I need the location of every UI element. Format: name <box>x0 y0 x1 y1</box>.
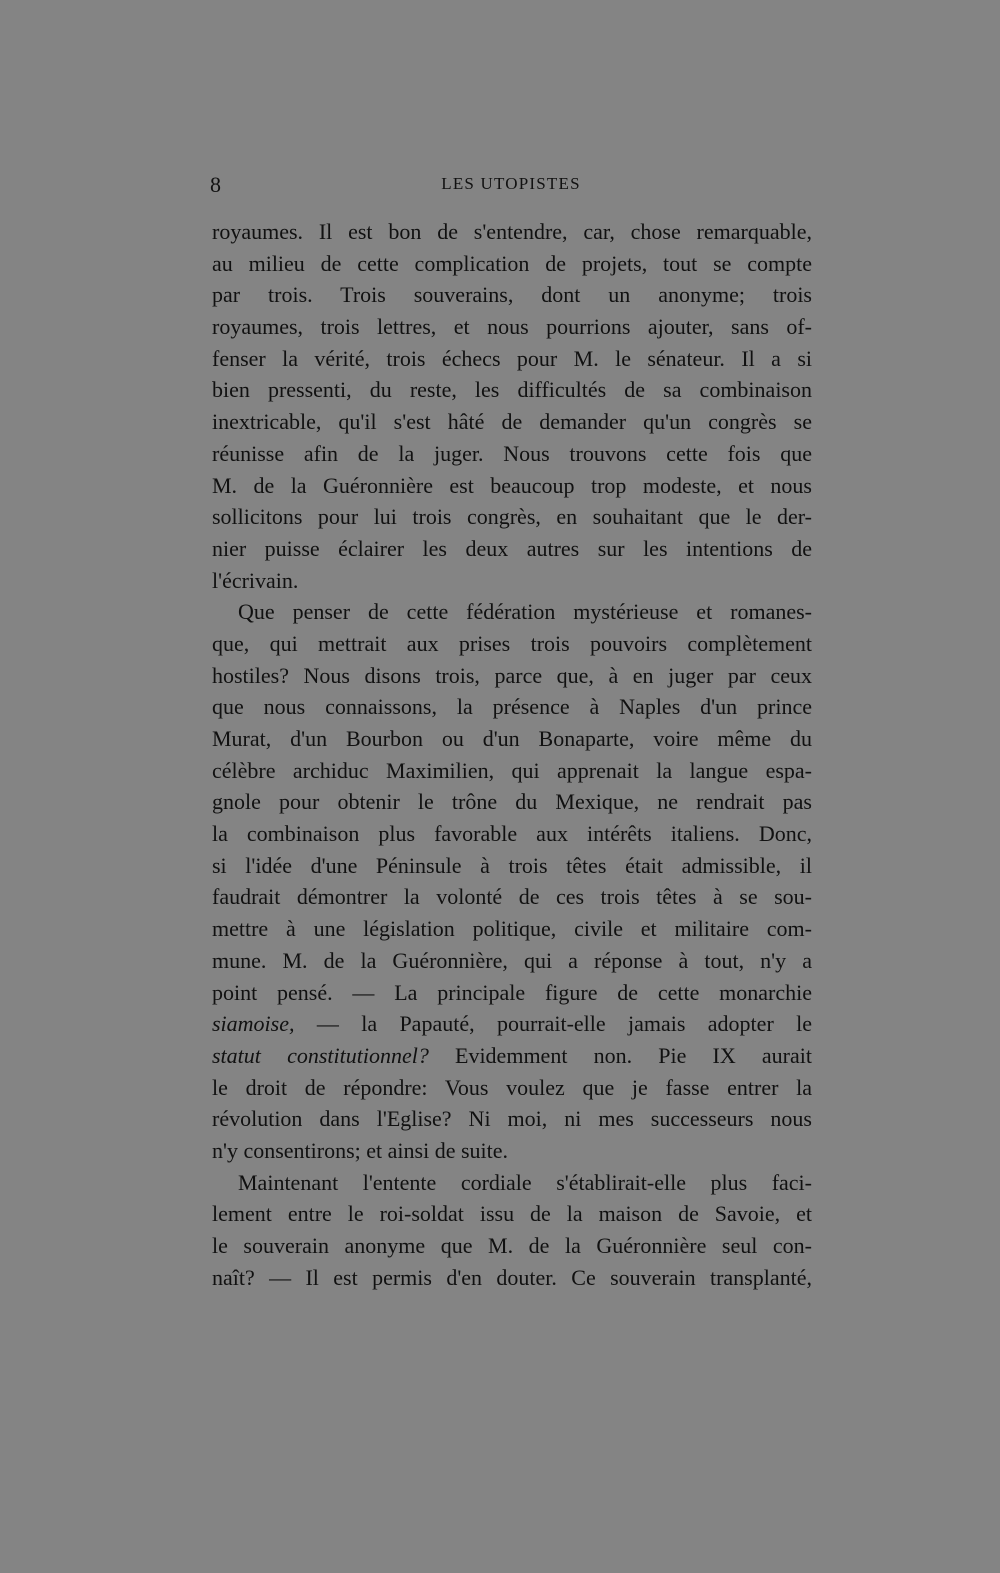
text-line <box>212 596 812 628</box>
text-line <box>212 881 812 913</box>
text-run: royaumes, trois lettres, et nous pourrions ajouter, sans of- <box>212 314 812 340</box>
text-run: inextricable, qu'il s'est hâté de demander qu'un congrès se <box>212 409 812 435</box>
page-number: 8 <box>210 172 222 197</box>
text-line <box>212 406 812 438</box>
text-line <box>212 660 812 692</box>
text-run: le droit de répondre: Vous voulez que je fasse entrer la <box>212 1074 812 1100</box>
text-line <box>212 1072 812 1104</box>
italic-text: siamoise, <box>212 1011 295 1037</box>
text-run: — la Papauté, pourrait-elle jamais adopter le <box>294 1011 812 1037</box>
text-run: gnole pour obtenir le trône du Mexique, ne rendrait pas <box>212 789 812 815</box>
text-run: réunisse afin de la juger. Nous trouvons cette fois que <box>212 440 812 466</box>
text-line <box>212 1103 812 1135</box>
text-run: l'écrivain. <box>212 567 299 593</box>
paragraph <box>212 216 812 596</box>
body-text <box>212 216 812 1293</box>
text-line <box>212 1008 812 1040</box>
text-run: nier puisse éclairer les deux autres sur les intentions de <box>212 535 812 561</box>
text-line <box>212 1230 812 1262</box>
text-run: Evidemment non. Pie IX aurait <box>428 1042 813 1068</box>
text-run: naît? — Il est permis d'en douter. Ce souverain transplanté, <box>212 1264 812 1290</box>
text-run: que nous connaissons, la présence à Naples d'un prince <box>212 694 812 720</box>
text-line <box>212 691 812 723</box>
text-line <box>212 311 812 343</box>
text-line <box>212 1167 812 1199</box>
text-line <box>212 755 812 787</box>
text-line <box>212 501 812 533</box>
text-run: Que penser de cette fédération mystérieuse et romanes- <box>238 599 812 625</box>
text-run: si l'idée d'une Péninsule à trois têtes était admissible, il <box>212 852 812 878</box>
text-run: lement entre le roi-soldat issu de la maison de Savoie, et <box>212 1201 812 1227</box>
text-run: fenser la vérité, trois échecs pour M. le sénateur. Il a si <box>212 345 812 371</box>
text-run: mettre à une législation politique, civile et militaire com- <box>212 916 812 942</box>
text-run: sollicitons pour lui trois congrès, en souhaitant que le der- <box>212 504 812 530</box>
text-run: que, qui mettrait aux prises trois pouvoirs complètement <box>212 630 812 656</box>
text-line <box>212 723 812 755</box>
text-line <box>212 533 812 565</box>
text-run: Maintenant l'entente cordiale s'établirait-elle plus faci- <box>238 1169 812 1195</box>
text-run: n'y consentirons; et ainsi de suite. <box>212 1137 509 1163</box>
text-run: Murat, d'un Bourbon ou d'un Bonaparte, voire même du <box>212 726 812 751</box>
text-run: point pensé. — La principale figure de cette monarchie <box>212 979 812 1005</box>
text-line <box>212 1040 812 1072</box>
text-run: faudrait démontrer la volonté de ces trois têtes à se sou- <box>212 884 812 910</box>
text-line <box>212 786 812 818</box>
text-line <box>212 565 812 597</box>
text-line <box>212 628 812 660</box>
text-line <box>212 216 812 248</box>
text-run: célèbre archiduc Maximilien, qui apprenait la langue espa- <box>212 757 812 783</box>
text-line <box>212 1198 812 1230</box>
text-line <box>212 818 812 850</box>
running-title: LES UTOPISTES <box>441 174 581 193</box>
paragraph <box>212 1167 812 1294</box>
text-line <box>212 945 812 977</box>
text-run: révolution dans l'Eglise? Ni moi, ni mes successeurs nous <box>212 1106 812 1132</box>
text-run: bien pressenti, du reste, les difficultés de sa combinaison <box>212 377 812 403</box>
text-line <box>212 248 812 280</box>
text-line <box>212 343 812 375</box>
text-run: la combinaison plus favorable aux intérêts italiens. Donc, <box>212 821 812 847</box>
text-line <box>212 438 812 470</box>
text-run: le souverain anonyme que M. de la Guéronnière seul con- <box>212 1233 812 1258</box>
paragraph <box>212 596 812 1166</box>
text-run: royaumes. Il est bon de s'entendre, car, chose remarquable, <box>212 219 812 244</box>
text-run: hostiles? Nous disons trois, parce que, à en juger par ceux <box>212 662 812 688</box>
running-head <box>210 170 812 202</box>
text-line <box>212 279 812 311</box>
text-line <box>212 1262 812 1294</box>
text-run: M. de la Guéronnière est beaucoup trop modeste, et nous <box>212 472 812 498</box>
text-line <box>212 913 812 945</box>
text-run: mune. M. de la Guéronnière, qui a réponse à tout, n'y a <box>212 947 812 973</box>
italic-text: statut constitutionnel? <box>212 1042 429 1068</box>
text-run: au milieu de cette complication de projets, tout se compte <box>212 250 812 276</box>
text-line <box>212 374 812 406</box>
text-line <box>212 1135 812 1167</box>
text-line <box>212 470 812 502</box>
text-line <box>212 977 812 1009</box>
text-run: par trois. Trois souverains, dont un anonyme; trois <box>212 282 812 308</box>
text-line <box>212 850 812 882</box>
